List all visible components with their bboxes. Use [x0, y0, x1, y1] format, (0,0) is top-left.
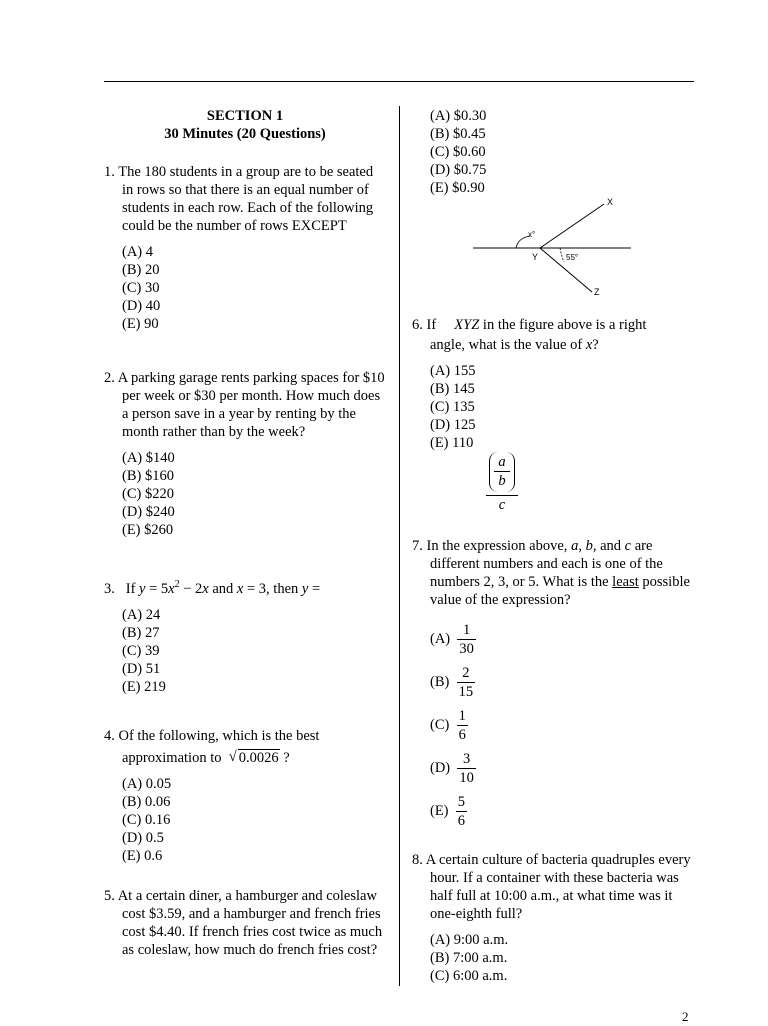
option: (C) 135: [430, 399, 475, 415]
sqrt-expression: [229, 749, 280, 767]
var-x: x: [202, 580, 209, 597]
denominator: 15: [458, 684, 474, 700]
fraction: [457, 707, 468, 744]
expression-figure: [486, 452, 518, 514]
option-label: (D): [430, 759, 451, 776]
option: (D) 125: [430, 417, 476, 433]
q7-and: , and: [592, 538, 621, 554]
numerator: 1: [458, 708, 466, 724]
expr-b: b: [498, 473, 506, 489]
option: (C) 0.16: [122, 812, 171, 828]
numerator: 2: [462, 665, 470, 681]
expr-c: c: [498, 497, 506, 513]
fraction: [456, 793, 467, 830]
exponent: 2: [174, 579, 180, 590]
var-y: y: [139, 580, 146, 597]
denominator: 6: [458, 727, 466, 743]
q7-option-a: [430, 621, 476, 658]
question-3-number: 3.: [104, 580, 115, 597]
q6-mid: in the figure above is a right: [482, 317, 647, 333]
option: (A) 24: [122, 606, 161, 623]
option: (A) 155: [430, 363, 476, 379]
option: (B) 0.06: [122, 794, 171, 810]
q7-rest1: are different numbers and each is one of the numbers 2, 3, or 5. What is the: [430, 538, 663, 590]
q7-option-c: [430, 707, 468, 744]
section-subtitle: 30 Minutes (20 Questions): [164, 126, 326, 142]
question-8-text: 8. A certain culture of bacteria quadruples every hour. If a container with these bacteria was half full at 10:00 a.m., at what time was it one-eighth full?: [412, 852, 691, 922]
question-6-options: [412, 362, 694, 452]
question-6-text-line2: [412, 336, 694, 354]
q6-prefix: 6. If: [412, 317, 437, 333]
var-y: y: [301, 580, 309, 597]
q7-text: 7. In the expression above,: [412, 538, 568, 554]
eq-part: = 5: [149, 580, 169, 597]
option: (B) 27: [122, 624, 160, 641]
option: (E) $0.90: [430, 180, 485, 196]
question-3-options: [104, 606, 386, 696]
option: (D) 51: [122, 660, 161, 677]
question-2-text: 2. A parking garage rents parking spaces for $10 per week or $30 per month. How much does a person save in a year by renting by the month rather than by the week?: [104, 370, 385, 440]
option: (C) 6:00 a.m.: [430, 968, 508, 984]
option: (A) 0.05: [122, 776, 172, 792]
question-3: [104, 576, 386, 696]
option: (A) 9:00 a.m.: [430, 932, 509, 948]
option: (D) 40: [122, 298, 161, 314]
option: (E) 219: [122, 678, 166, 695]
eq3-part: = 3, then: [246, 580, 299, 597]
paren-group: [489, 452, 515, 492]
label-angle-x: x°: [528, 230, 536, 239]
word-if: If: [125, 580, 136, 597]
option: (C) $0.60: [430, 144, 486, 160]
question-7: [412, 537, 694, 609]
question-2: [104, 369, 386, 539]
question-7-text: [412, 537, 694, 609]
q7-comma: ,: [578, 538, 582, 554]
question-6-text: [412, 316, 694, 334]
option: (B) $160: [122, 468, 174, 484]
q7-c: c: [624, 538, 632, 554]
option: (E) $260: [122, 522, 174, 538]
fraction: [457, 621, 476, 658]
header-rule: [104, 81, 694, 82]
option: (C) $220: [122, 486, 174, 502]
question-3-text: [104, 576, 386, 598]
option: (D) $240: [122, 504, 175, 520]
fraction: [457, 664, 476, 701]
question-mark: ?: [283, 750, 290, 766]
label-y: Y: [532, 252, 539, 262]
numerator: 3: [463, 751, 471, 767]
option: (A) $140: [122, 450, 175, 466]
denominator: 30: [459, 641, 474, 657]
option: (E) 110: [430, 435, 474, 451]
q7-option-d: [430, 750, 476, 787]
q6-line2: angle, what is the value of: [430, 337, 583, 353]
question-5-options: [430, 107, 486, 197]
question-1: [104, 163, 386, 333]
numerator: 1: [463, 622, 471, 638]
word-and: and: [212, 580, 234, 597]
angle-55-arc: [560, 248, 564, 262]
option-label: (E): [430, 802, 449, 819]
option: (C) 39: [122, 642, 160, 659]
q7-a: a: [571, 538, 579, 554]
option: (A) 4: [122, 244, 154, 260]
option: (D) $0.75: [430, 162, 487, 178]
denominator: 10: [459, 770, 474, 786]
option: (D) 0.5: [122, 830, 164, 846]
section-heading: [104, 107, 386, 143]
q6-var: x: [585, 337, 593, 353]
question-1-text: 1. The 180 students in a group are to be seated in rows so that there is an equal number of students in each row. Each of the following could be the number of rows EXCEPT: [104, 164, 374, 234]
option: (E) 90: [122, 316, 159, 332]
q7-b: b: [585, 538, 593, 554]
var-x: x: [168, 580, 175, 597]
fraction: [457, 750, 476, 787]
label-x: X: [607, 197, 614, 207]
var-x: x: [236, 580, 244, 597]
option: (A) $0.30: [430, 108, 487, 124]
column-divider: [399, 106, 400, 986]
option-label: (C): [430, 716, 450, 733]
denominator: 6: [457, 813, 466, 829]
ray-yx: [540, 204, 604, 248]
q7-option-b: [430, 664, 475, 701]
question-4-text: 4. Of the following, which is the best: [104, 728, 320, 744]
option: (B) 145: [430, 381, 475, 397]
q7-option-e: [430, 793, 467, 830]
option: (B) $0.45: [430, 126, 486, 142]
option: (B) 20: [122, 262, 160, 278]
angle-figure: [468, 196, 638, 300]
question-5: [104, 887, 386, 959]
page-number: 2: [682, 1009, 689, 1024]
q7-least: least: [612, 574, 639, 590]
option: (B) 7:00 a.m.: [430, 950, 508, 966]
approx-text: approximation to: [122, 750, 222, 766]
question-8: [412, 851, 694, 985]
minus-part: − 2: [183, 580, 203, 597]
question-5-text: 5. At a certain diner, a hamburger and coleslaw cost $3.59, and a hamburger and french fries cost $4.40. If french fries cost twice as much as coleslaw, how much do french fries cost?: [104, 888, 383, 958]
question-4-text-line2: [104, 749, 386, 767]
numerator: 5: [457, 794, 466, 810]
label-z: Z: [594, 287, 600, 297]
question-4: [104, 727, 386, 865]
expr-a: a: [498, 454, 506, 470]
option-label: (A): [430, 630, 451, 647]
radical-icon: √: [228, 749, 237, 765]
option-label: (B): [430, 673, 450, 690]
q7-rest2: possible value of the expression?: [430, 574, 690, 608]
eq-end: =: [311, 580, 321, 597]
question-1-options: [104, 243, 386, 333]
option: (C) 30: [122, 280, 160, 296]
radicand: 0.0026: [238, 750, 279, 766]
option: (E) 0.6: [122, 848, 163, 864]
q6-angle-name: XYZ: [454, 317, 480, 333]
question-8-options: [412, 931, 694, 985]
section-title: SECTION 1: [206, 108, 284, 124]
question-4-options: [104, 775, 386, 865]
question-6: [412, 316, 694, 452]
question-2-options: [104, 449, 386, 539]
q6-end: ?: [592, 337, 599, 353]
label-angle-55: 55°: [566, 253, 579, 262]
